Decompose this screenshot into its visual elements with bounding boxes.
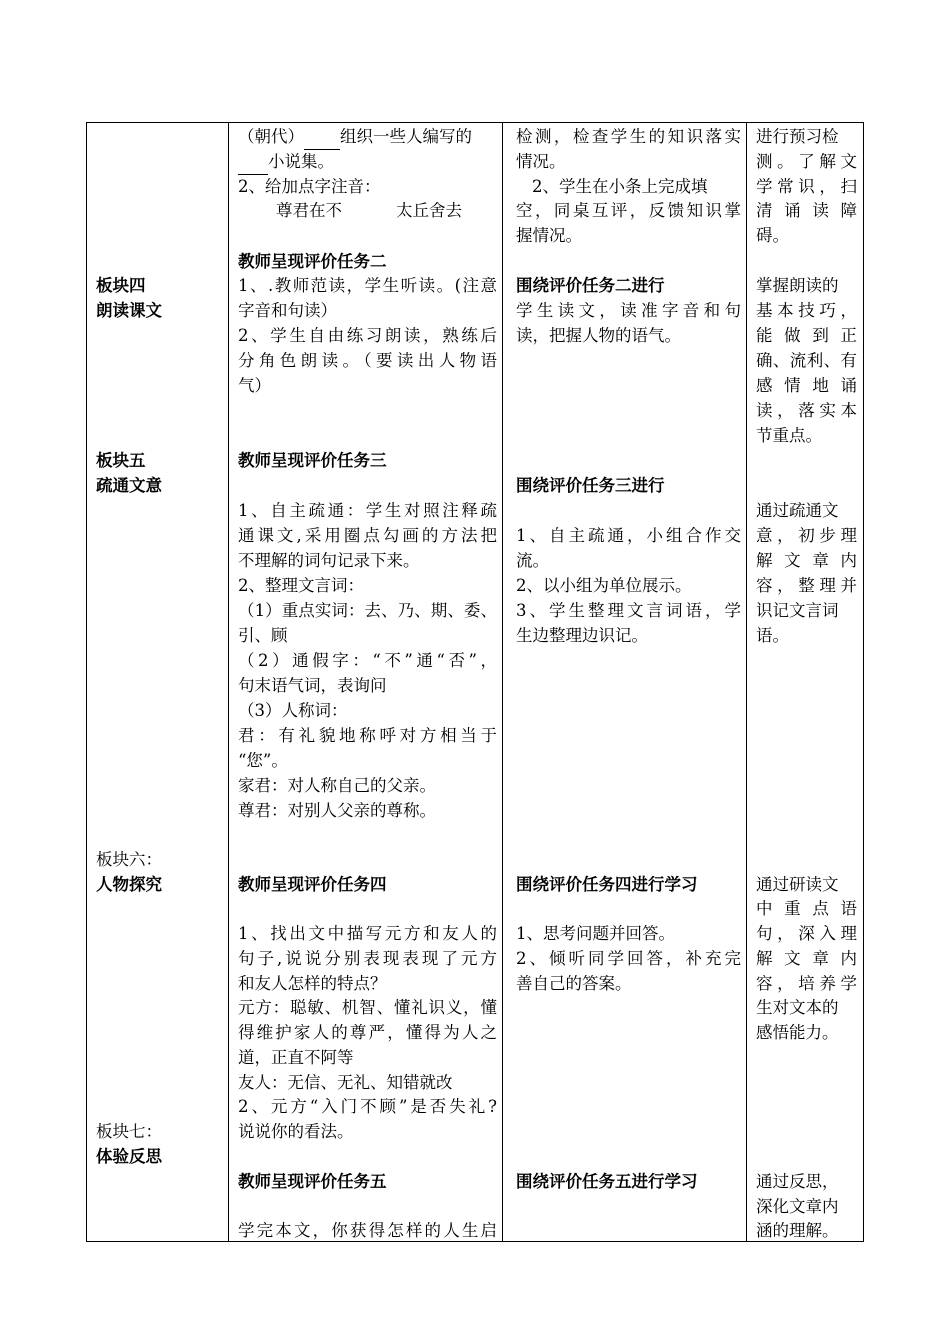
section-title: 板块五 — [96, 451, 146, 470]
text-line: （朝代） 组织一些人编写的 — [238, 124, 497, 149]
text-line: 尊君在不 太丘舍去 — [276, 201, 462, 220]
section-title: 板块七： — [96, 1122, 162, 1141]
fill-blank — [304, 124, 340, 150]
section-title: 板块四 — [96, 276, 146, 295]
goal-column: 进行预习检 测。了解文 学常识，扫 清诵读障 碍。 掌握朗读的 基本技巧， 能做到正 确、流利、有 感情地诵 读，落实本 节重点。 通过疏通文 意，初步理 解文章内 容，整理并 识记文言词 语。 通过研读文 中重点语 句，深入理 解文章内 容，培养学 生对文本的 感悟能力。 通过反思， 深化文章内 涵的理解。 — [756, 127, 857, 1240]
section-column — [96, 123, 226, 1241]
column-divider — [228, 123, 229, 1241]
section-subtitle: 体验反思 — [96, 1147, 162, 1166]
text-line: 小说集。 — [238, 149, 497, 174]
fill-blank — [238, 149, 268, 175]
task-heading: 围绕评价任务二进行 — [516, 276, 665, 295]
section-subtitle: 人物探究 — [96, 875, 162, 894]
section-subtitle: 疏通文意 — [96, 476, 162, 495]
task-heading: 围绕评价任务四进行学习 — [516, 875, 698, 894]
task-heading: 教师呈现评价任务二 — [238, 252, 387, 271]
section-subtitle: 朗读课文 — [96, 301, 162, 320]
text-line: 2、给加点字注音： — [238, 177, 381, 196]
task-heading: 教师呈现评价任务五 — [238, 1172, 387, 1191]
column-divider — [502, 123, 503, 1241]
lesson-plan-table — [86, 122, 864, 1242]
teacher-activity-column: （朝代） 组织一些人编写的 小说集。 2、给加点字注音： 尊君在不 太丘舍去 教师呈现评价任务二 1、.教师范读，学生听读。(注意 字音和句读） 2、学生自由练习朗读，熟练后 分角色朗读。（要读出人物语 气） 教师呈现评价任务三 1、自主疏通：学生对照注释疏 通课文,采用圈点勾画的方法把 不理解的词句记录下来。 2、整理文言词： （1）重点实词：去、乃、期、委、 引、顾 （2）通假字：“不”通“否”， 句末语气词，表询问 （3）人称词： 君：有礼貌地称呼对方相当于 “您”。 家君：对人称自己的父亲。 尊君：对别人父亲的尊称。 教师呈现评价任务四 1、找出文中描写元方和友人的 句子,说说分别表现表现了元方 和友人怎样的特点？ 元方：聪敏、机智、懂礼识义，懂 得维护家人的尊严，懂得为人之 道，正直不阿等 友人：无信、无礼、知错就改 2、元方“入门不顾”是否失礼? 说说你的看法。 教师呈现评价任务五 学完本文，你获得怎样的人生启 — [238, 123, 497, 1241]
task-heading: 教师呈现评价任务四 — [238, 875, 387, 894]
task-heading: 围绕评价任务五进行学习 — [516, 1172, 698, 1191]
task-heading: 围绕评价任务三进行 — [516, 476, 665, 495]
column-divider — [746, 123, 747, 1241]
task-heading: 教师呈现评价任务三 — [238, 451, 387, 470]
section-title: 板块六： — [96, 850, 162, 869]
student-activity-column: 检测，检查学生的知识落实 情况。 2、学生在小条上完成填 空，同桌互评，反馈知识掌 握情况。 围绕评价任务二进行 学生读文，读准字音和句 读，把握人物的语气。 围绕评价任务三进行 1、自主疏通，小组合作交 流。 2、以小组为单位展示。 3、学生整理文言词语，学 生边整理边识记。 围绕评价任务四进行学习 1、思考问题并回答。 2、倾听同学回答，补充完 善自己的答案。 围绕评价任务五进行学习 — [516, 123, 741, 1241]
